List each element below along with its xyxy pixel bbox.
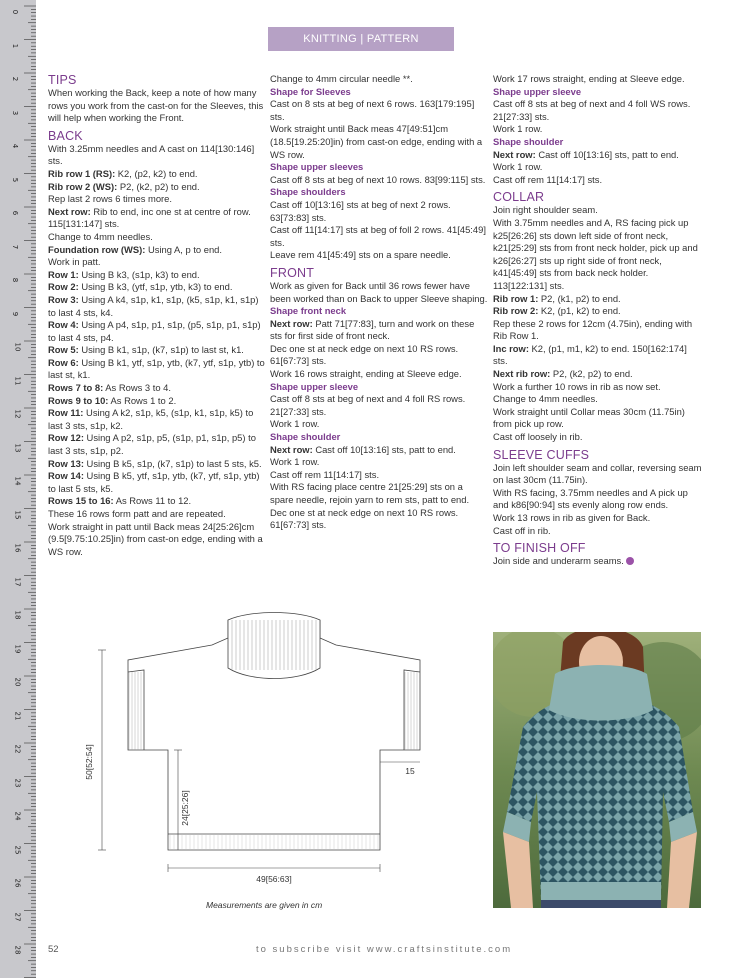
row-label: Foundation row (WS): [48,243,146,255]
c2-text: Work 16 rows straight, ending at Sleeve edge. [270,368,462,380]
ruler-number: 1 [11,43,20,48]
shape-sleeves-heading: Shape for Sleeves [270,85,351,97]
banner-subsection: PATTERN INSTRUCTIONS [317,33,419,69]
ruler-number: 15 [13,510,22,519]
ruler-number: 22 [13,744,22,754]
c3-text: Cast off in rib. [493,524,551,536]
c2-text: With RS facing place centre 21[25:29] sts on a spare needle, rejoin yarn to rem sts, patt to end. [270,481,470,505]
row-label: Row 5: [48,344,79,356]
c2-text: Work 1 row. [270,456,320,468]
row-label: Rib row 1: [493,292,539,304]
row-label: Inc row: [493,342,529,354]
c3-text: Join left shoulder seam and collar, reversing seam on last 30cm (11.75in). [493,461,702,486]
back-line: Change to 4mm needles. [48,230,153,242]
ruler-number: 17 [13,577,22,586]
c3-text: Rep these 2 rows for 12cm (4.75in), ending with Rib Row 1. [493,317,693,342]
back-line: Rib row 1 (RS): K2, (p2, k2) to end. [48,167,198,179]
ruler-number: 21 [13,711,22,720]
ruler-number: 16 [13,543,22,553]
back-line: Rep last 2 rows 6 times more. [48,193,172,205]
c3-text: Work 1 row. [493,123,543,135]
back-line: Row 11: Using A k2, s1p, k5, (s1p, k1, s1p, k5) to last 3 sts, s1p, k2. [48,407,254,431]
c2-text: Dec one st at neck edge on next 10 RS rows. 61[67:73] sts. [270,506,459,531]
c3-text: Inc row: K2, (p1, m1, k2) to end. 150[162:174] sts. [493,342,687,367]
c3-text: Cast off 8 sts at beg of next and 4 foll WS rows. 21[27:33] sts. [493,98,691,122]
c2-text: Cast off 8 sts at beg of next 10 rows. 83[99:115] sts. [270,173,486,185]
back-line: Rows 15 to 16: As Rows 11 to 12. [48,495,192,507]
back-line: Rows 9 to 10: As Rows 1 to 2. [48,394,177,406]
width-label: 49[56:63] [256,874,292,884]
c3-text: With 3.75mm needles and A, RS facing pick up k25[26:26] sts down left side of front neck, k21[25:29] sts from front neck holder, pick up and k26[26:27] sts up right side of front neck, k41[45:49] sts from back neck holder. 113[122:131] sts. [493,216,698,291]
c2-intro: Change to 4mm circular needle **. [270,73,413,84]
ruler-number: 5 [11,177,20,182]
ruler-number: 27 [13,912,22,921]
ruler-number: 19 [13,644,22,653]
ruler-number: 14 [13,476,22,486]
c3-text: Work 1 row. [493,161,543,173]
ruler-number: 2 [11,76,20,82]
c2-text: Cast off 8 sts at beg of next and 4 foll RS rows. 21[27:33] sts. [270,393,466,417]
back-line: Rows 7 to 8: As Rows 3 to 4. [48,382,171,394]
row-label: Next row: [48,205,91,217]
ruler-number: 13 [13,443,22,452]
c3-text: Cast off rem 11[14:17] sts. [493,173,603,185]
c2-text: Cast off rem 11[14:17] sts. [270,468,380,480]
back-line: Row 13: Using B k5, s1p, (k7, s1p) to last 5 sts, k5. [48,457,262,469]
c2-text: Next row: Patt 71[77:83], turn and work on these sts for first side of front neck. [270,317,475,342]
row-label: Next row: [270,317,313,329]
c3-text: Rib row 2: K2, (p1, k2) to end. [493,305,621,317]
back-line: Row 6: Using B k1, ytf, s1p, ytb, (k7, ytf, s1p, ytb) to last st, k1. [48,356,265,381]
collar-heading: COLLAR [493,190,545,205]
side-ruler [0,0,36,978]
ruler-number: 23 [13,778,22,787]
back-line: With 3.25mm needles and A cast on 114[130:146] sts. [48,142,255,167]
ruler-number: 18 [13,610,22,620]
row-label: Row 4: [48,319,79,331]
c3-text: Next rib row: P2, (k2, p2) to end. [493,368,633,380]
c3-text: Cast off loosely in rib. [493,431,583,443]
c2-text: Dec one st at neck edge on next 10 RS rows. 61[67:73] sts. [270,342,459,367]
row-label: Rows 15 to 16: [48,495,114,507]
tips-text: When working the Back, keep a note of how many rows you work from the cast-on for the Sleeves, this will help when working the Front. [48,87,264,124]
row-label: Row 1: [48,268,79,280]
end-dot-icon [626,557,634,565]
garment-schematic [80,610,480,905]
c3-text: Join side and underarm seams. [493,555,703,568]
ruler-number: 10 [13,342,22,352]
ruler-number: 7 [11,244,20,249]
row-label: Row 12: [48,432,84,444]
c3-text: Work 17 rows straight, ending at Sleeve edge. [493,73,685,84]
front-shoulder-heading: Shape shoulder [270,431,341,443]
body-length-label: 24[25:26] [180,790,190,826]
height-label: 50[52:54] [84,744,94,780]
c2-text: Work 1 row. [270,418,320,430]
c3-text: Change to 4mm needles. [493,393,598,405]
back-line: Row 4: Using A p4, s1p, p1, s1p, (p5, s1p, p1, s1p) to last 4 sts, p4. [48,319,261,343]
c3-text: Join right shoulder seam. [493,204,598,216]
row-label: Row 2: [48,281,79,293]
back-instructions [48,143,266,559]
back-heading: BACK [48,128,83,143]
ruler-number: 8 [11,277,20,283]
row-label: Next row: [270,443,313,455]
back-line: Row 14: Using B k5, ytf, s1p, ytb, (k7, ytf, s1p, ytb) to last 5 sts, k5. [48,470,260,494]
c2-text: Leave rem 41[45:49] sts on a spare needle. [270,249,451,261]
column-2 [270,73,488,532]
row-label: Rows 9 to 10: [48,394,109,406]
c2-text: Work as given for Back until 36 rows fewer have been worked than on Back to upper Sleeve shaping. [270,279,488,304]
back-line: Work in patt. [48,256,101,268]
cuff-label: 15 [405,766,415,776]
ruler-number: 9 [11,311,20,316]
ruler-number: 4 [11,143,20,149]
back-line: These 16 rows form patt and are repeated. [48,508,226,519]
ruler-number: 0 [11,9,20,15]
row-label: Rib row 2 (WS): [48,180,118,192]
ruler-number: 20 [13,677,22,687]
c3-text: With RS facing, 3.75mm needles and A pick up and k86[90:94] sts evenly along row ends. [493,486,688,511]
sleeve-cuffs-heading: SLEEVE CUFFS [493,447,590,462]
row-label: Rows 7 to 8: [48,382,104,394]
row-label: Row 11: [48,407,84,419]
back-line: Row 2: Using B k3, (ytf, s1p, ytb, k3) to end. [48,281,233,293]
row-label: Rib row 1 (RS): [48,167,116,179]
ruler-number: 25 [13,845,22,854]
c2-text: Cast off 11[14:17] sts at beg of foll 2 rows. 41[45:49] sts. [270,224,486,248]
column-3 [493,73,703,568]
front-heading: FRONT [270,265,315,280]
front-neck-heading: Shape front neck [270,305,347,317]
finish-heading: TO FINISH OFF [493,541,586,556]
cuff-ribs [129,672,417,850]
back-line: Row 5: Using B k1, s1p, (k7, s1p) to last st, k1. [48,344,244,356]
front-upper-sleeve-heading: Shape upper sleeve [270,380,359,392]
c2-text: Work straight until Back meas 47[49:51]cm (18.5[19.25:20]in) from cast-on edge, ending with a WS row. [270,123,483,160]
column-1 [48,73,266,558]
row-label: Row 14: [48,470,84,482]
c3-text: Work 13 rows in rib as given for Back. [493,512,651,523]
shoulder-heading: Shape shoulder [493,135,564,147]
row-label: Next row: [493,148,536,160]
ruler-number: 26 [13,878,22,888]
subscribe-link[interactable]: to subscribe visit www.craftsinstitute.com [256,944,513,955]
back-line: Row 1: Using B k3, (s1p, k3) to end. [48,268,200,280]
tips-heading: TIPS [48,73,77,87]
back-line: Row 12: Using A p2, s1p, p5, (s1p, p1, s1p, p5) to last 3 sts, s1p, p2. [48,432,256,457]
ruler-number: 28 [13,945,22,955]
ruler-number: 11 [13,376,22,385]
model-photo [493,632,701,908]
shoulders-heading: Shape shoulders [270,186,346,198]
upper-sleeve-heading: Shape upper sleeve [493,85,582,97]
ruler-number: 3 [11,110,20,115]
upper-sleeves-heading: Shape upper sleeves [270,161,364,173]
c2-text: Cast off 10[13:16] sts at beg of next 2 rows. 63[73:83] sts. [270,198,451,223]
page-number: 52 [48,944,59,955]
ruler-number: 12 [13,409,22,419]
c3-text: Rib row 1: P2, (k1, p2) to end. [493,292,621,304]
back-line: Foundation row (WS): Using A, p to end. [48,243,222,255]
diagram-caption: Measurements are given in cm [206,900,323,910]
c2-text: Next row: Cast off 10[13:16] sts, patt to end. [270,443,456,455]
row-label: Row 13: [48,457,84,469]
ruler-number: 24 [13,811,22,821]
row-label: Next rib row: [493,368,551,380]
back-line: Rib row 2 (WS): P2, (k2, p2) to end. [48,180,200,192]
c2-text: Cast on 8 sts at beg of next 6 rows. 163[179:195] sts. [270,98,475,122]
c3-text: Work a further 10 rows in rib as now set. [493,380,661,392]
ruler-number: 6 [11,210,20,216]
row-label: Row 3: [48,293,79,305]
back-line: Work straight in patt until Back meas 24[25:26]cm (9.5[9.75:10.25]in) from cast-on edge, ending with a WS row. [48,520,263,557]
banner-section: KNITTING [303,33,358,45]
back-line: Next row: Rib to end, inc one st at centre of row. 115[131:147] sts. [48,205,251,230]
section-banner: KNITTING | PATTERN INSTRUCTIONS [268,27,454,51]
row-label: Rib row 2: [493,305,539,317]
row-label: Row 6: [48,356,79,368]
back-line: Row 3: Using A k4, s1p, k1, s1p, (k5, s1p, k1, s1p) to last 4 sts, k4. [48,293,259,318]
c3-text: Next row: Cast off 10[13:16] sts, patt to end. [493,148,679,160]
c3-text: Work straight until Collar meas 30cm (11.75in) from pick up row. [493,405,685,430]
